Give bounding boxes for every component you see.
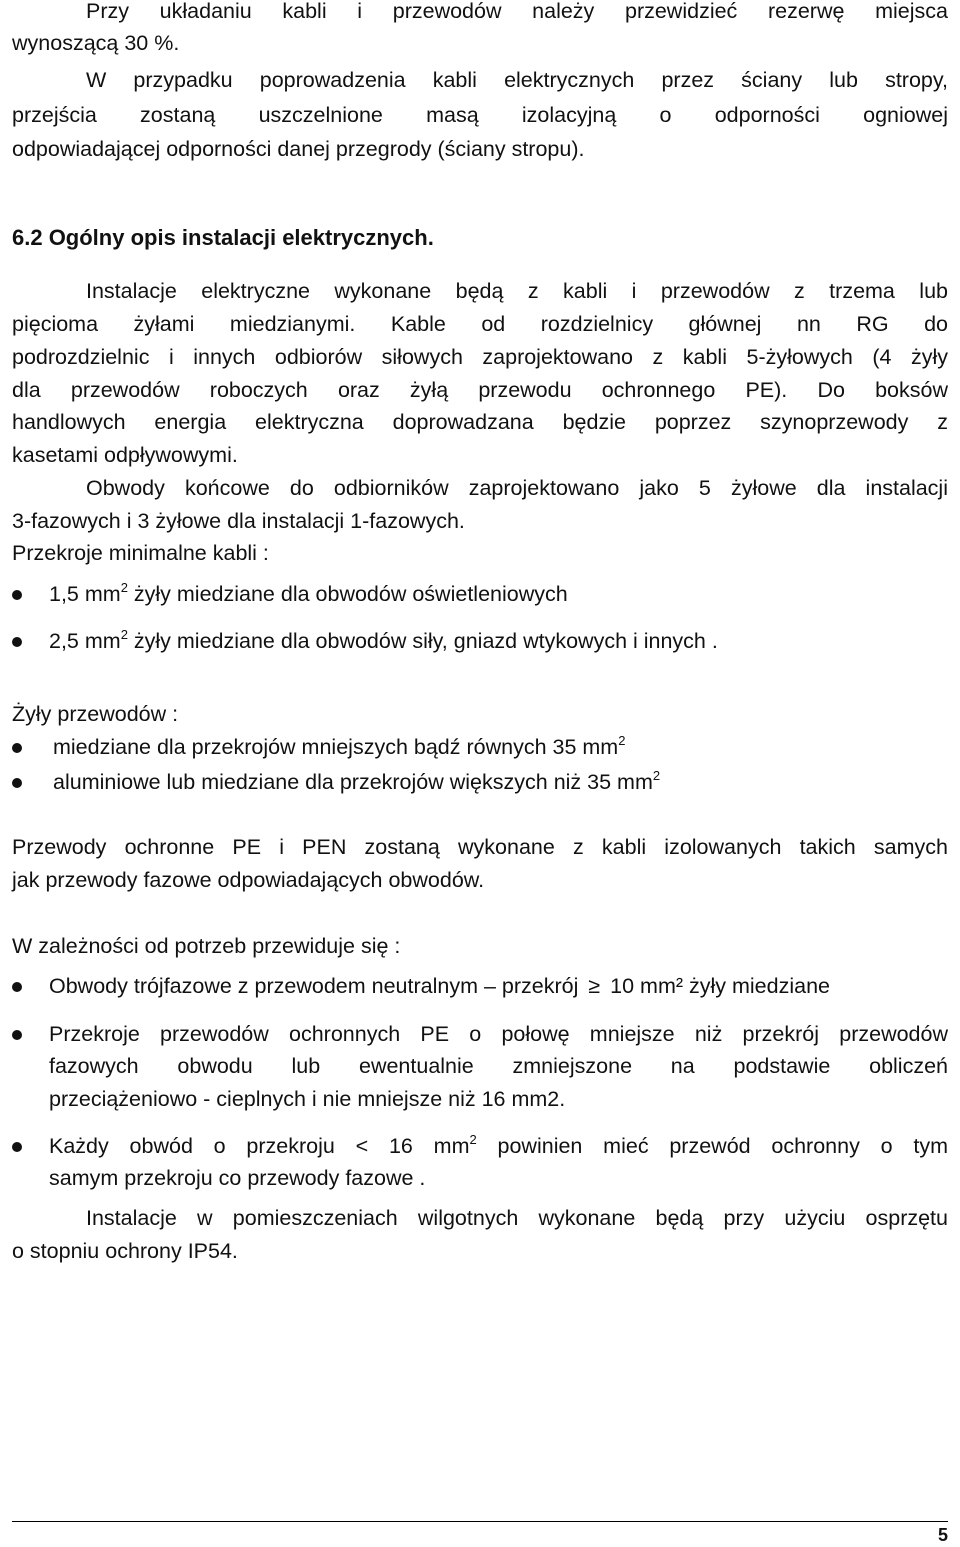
min-cross-bullet-2: 2,5 $mm^2$ żyły miedziane dla obwodów siły, gniazd wtykowych i innych . <box>49 627 718 653</box>
pe-line-2: jak przewody fazowe odpowiadających obwodów. <box>12 868 485 892</box>
intro-line-1: Przy układaniu kabli i przewodów należy przewidzieć rezerwę miejsca <box>86 0 948 23</box>
bullet-dot-icon <box>12 590 22 600</box>
depending-bullet-3-line-1: Każdy obwód o przekroju < 16 $mm^2$ powinien mieć przewód ochronny o tym <box>49 1132 949 1158</box>
pe-line-1: Przewody ochronne PE i PEN zostaną wykonane z kabli izolowanych takich samych <box>12 835 948 859</box>
depending-bullet-3-line-2: samym przekroju co przewody fazowe . <box>49 1166 426 1190</box>
bullet-dot-icon <box>12 778 22 788</box>
min-cross-title: Przekroje minimalne kabli : <box>12 541 269 565</box>
page-number: 5 <box>937 1525 948 1545</box>
depending-bullet-2-line-3: przeciążeniowo - cieplnych i nie mniejsze niż 16 mm2. <box>49 1087 566 1111</box>
para1-line-8: 3-fazowych i 3 żyłowe dla instalacji 1-fazowych. <box>12 509 465 533</box>
bullet-dot-icon <box>12 637 22 647</box>
intro-line-3: W przypadku poprowadzenia kabli elektrycznych przez ściany lub stropy, <box>86 68 948 92</box>
bullet-dot-icon <box>12 743 22 753</box>
bullet-dot-icon <box>12 982 22 992</box>
footer-rule <box>12 1521 948 1522</box>
para1-line-4: dla przewodów roboczych oraz żyłą przewodu ochronnego PE). Do boksów <box>12 378 948 402</box>
intro-line-2: wynoszącą 30 %. <box>12 31 180 55</box>
para1-line-7: Obwody końcowe do odbiorników zaprojektowano jako 5 żyłowe dla instalacji <box>86 476 948 500</box>
bullet-dot-icon <box>12 1142 22 1152</box>
intro-line-4: przejścia zostaną uszczelnione masą izolacyjną o odporności ogniowej <box>12 103 948 127</box>
wet-line-2: o stopniu ochrony IP54. <box>12 1239 238 1263</box>
depending-bullet-2-line-2: fazowych obwodu lub ewentualnie zmniejszone na podstawie obliczeń <box>49 1054 948 1078</box>
depending-bullet-2-line-1: Przekroje przewodów ochronnych PE o połowę mniejsze niż przekrój przewodów <box>49 1022 948 1046</box>
wet-line-1: Instalacje w pomieszczeniach wilgotnych wykonane będą przy użyciu osprzętu <box>86 1206 948 1230</box>
para1-line-3: podrozdzielnic i innych odbiorów siłowych zaprojektowano z kabli 5-żyłowych (4 żyły <box>12 345 948 369</box>
section-heading: 6.2 Ogólny opis instalacji elektrycznych. <box>12 225 434 250</box>
cores-bullet-1: miedziane dla przekrojów mniejszych bądź równych 35 $mm^2$ <box>53 733 626 759</box>
para1-line-2: pięcioma żyłami miedzianymi. Kable od rozdzielnicy głównej nn RG do <box>12 312 948 336</box>
greater-equal-symbol: ≥ <box>588 974 601 998</box>
bullet-dot-icon <box>12 1030 22 1040</box>
cores-bullet-2: aluminiowe lub miedziane dla przekrojów większych niż 35 $mm^2$ <box>53 768 661 794</box>
para1-line-5: handlowych energia elektryczna doprowadzana będzie poprzez szynoprzewody z <box>12 410 948 434</box>
para1-line-6: kasetami odpływowymi. <box>12 443 238 467</box>
depending-bullet-1: Obwody trójfazowe z przewodem neutralnym – przekrój ≥ 10 mm² żyły miedziane <box>49 974 830 998</box>
para1-line-1: Instalacje elektryczne wykonane będą z kabli i przewodów z trzema lub <box>86 279 948 303</box>
depending-title: W zależności od potrzeb przewiduje się : <box>12 934 401 958</box>
cores-title: Żyły przewodów : <box>12 702 179 726</box>
intro-line-5: odpowiadającej odporności danej przegrody (ściany stropu). <box>12 137 585 161</box>
min-cross-bullet-1: 1,5 $mm^2$ żyły miedziane dla obwodów oświetleniowych <box>49 580 568 606</box>
